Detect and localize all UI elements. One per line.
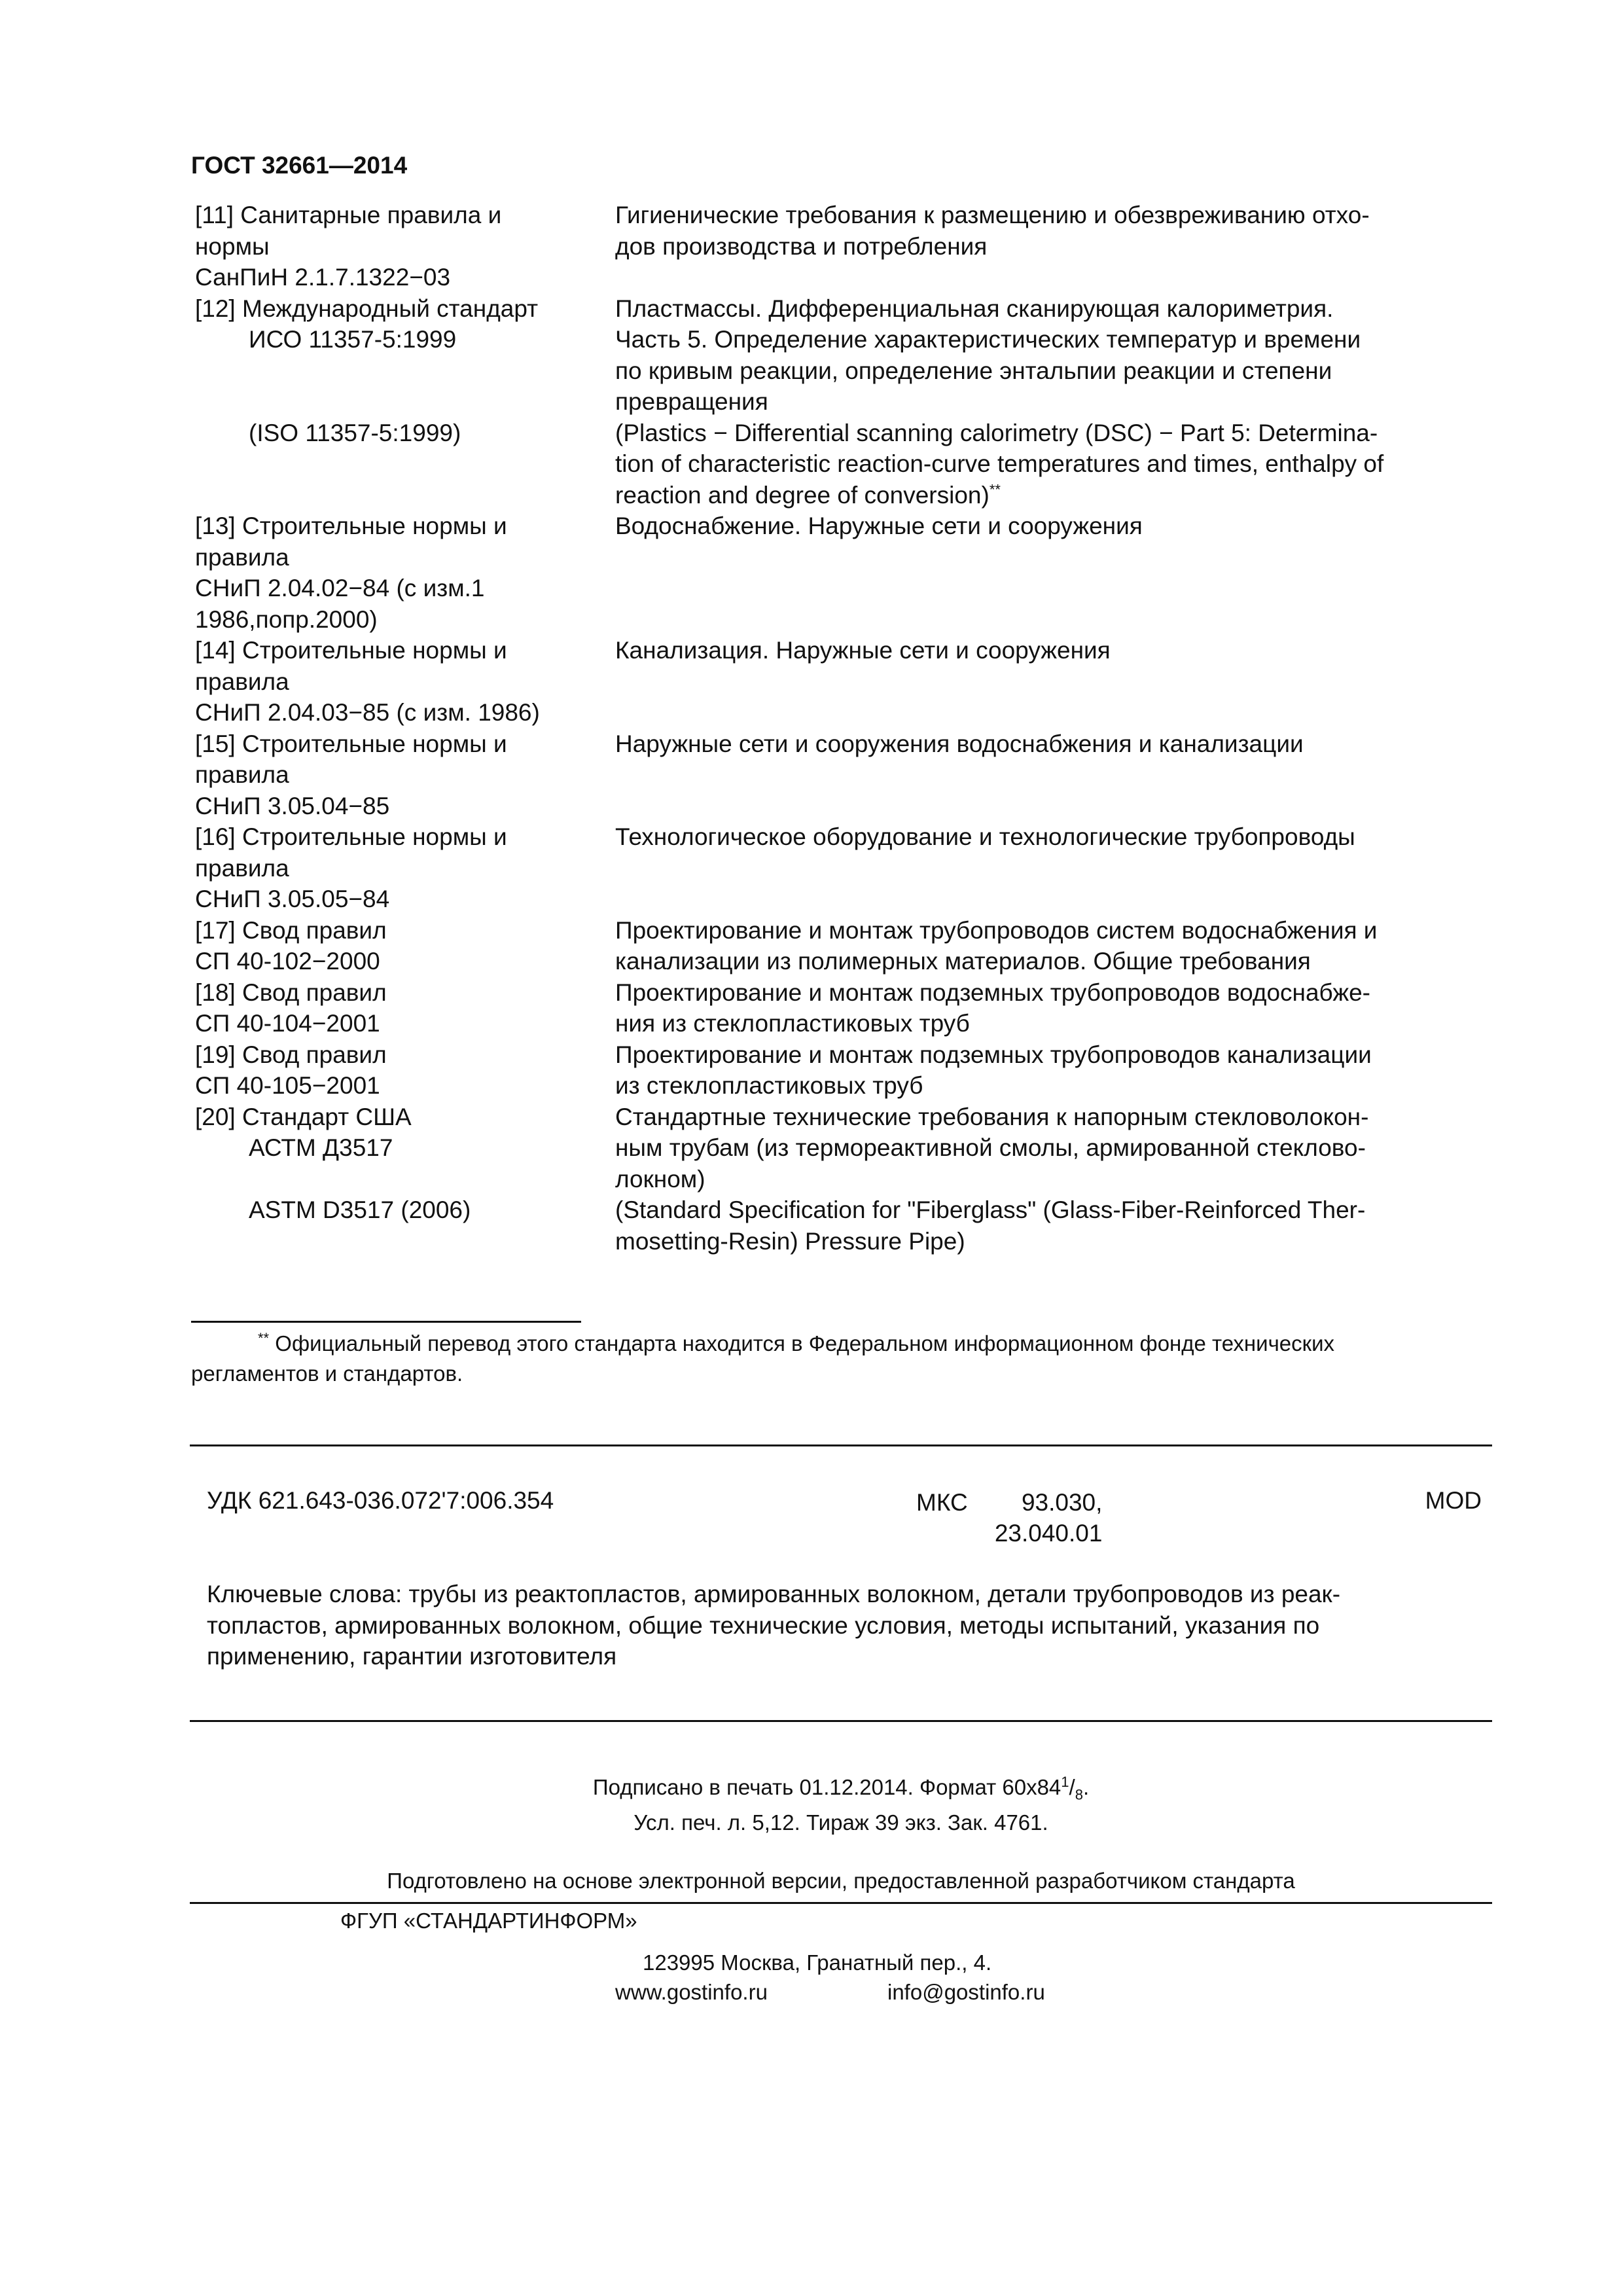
keywords-line: топластов, армированных волокном, общие технические условия, методы испытаний, указания по [207, 1611, 1320, 1639]
source-line: [20] Стандарт США [195, 1103, 412, 1130]
source-line: (ISO 11357-5:1999) [249, 419, 461, 446]
source-line [195, 355, 609, 387]
source-line: [13] Строительные нормы и [195, 512, 507, 539]
source-line [195, 1164, 609, 1195]
title-line: Часть 5. Определение характеристических температур и времени [615, 326, 1361, 353]
title-line: Водоснабжение. Наружные сети и сооружения [615, 512, 1143, 539]
title-line: tion of characteristic reaction-curve temperatures and times, enthalpy of [615, 450, 1384, 477]
title-line: Проектирование и монтаж подземных трубопроводов водоснабже- [615, 978, 1370, 1006]
source-line: правила [195, 761, 289, 788]
mks-code [916, 1487, 1102, 1549]
bib-entry-source [195, 635, 615, 728]
title-line: ным трубам (из термореактивной смолы, армированной стеклово- [615, 1134, 1366, 1161]
source-line: ИСО 11357-5:1999 [249, 326, 457, 353]
source-line: СП 40-102−2000 [195, 948, 380, 975]
source-line: [14] Строительные нормы и [195, 637, 507, 664]
source-line [195, 386, 609, 418]
format-slash: / [1069, 1775, 1075, 1799]
bib-entry [195, 635, 1494, 728]
print-info: Усл. печ. л. 5,12. Тираж 39 экз. Зак. 4761. [633, 1810, 1048, 1835]
bib-entry-title [615, 728, 1494, 822]
bib-entry-title [615, 511, 1494, 635]
bib-entry-title [615, 293, 1494, 511]
keywords-line: применению, гарантии изготовителя [207, 1643, 617, 1670]
source-line: правила [195, 543, 289, 571]
mks-code1: 93.030, [1021, 1489, 1103, 1516]
bib-entry-source [195, 1039, 615, 1102]
prepared-note: Подготовлено на основе электронной версии, предоставленной разработчиком стандарта [387, 1869, 1295, 1893]
page-header: ГОСТ 32661—2014 [191, 152, 408, 179]
source-line: правила [195, 668, 289, 695]
bibliography [195, 200, 1494, 1257]
source-line: СанПиН 2.1.7.1322−03 [195, 264, 451, 291]
source-line: ASTM D3517 (2006) [249, 1196, 471, 1223]
footnote-text-line2: регламентов и стандартов. [191, 1361, 463, 1386]
title-line: mosetting-Resin) Pressure Pipe) [615, 1227, 965, 1255]
signed-end: . [1082, 1775, 1090, 1799]
bib-entry [195, 1039, 1494, 1102]
source-line: 1986,попр.2000) [195, 605, 378, 633]
footnote-rule [191, 1321, 581, 1323]
bib-entry-source [195, 977, 615, 1039]
bib-entry [195, 728, 1494, 822]
title-line: Проектирование и монтаж трубопроводов систем водоснабжения и [615, 916, 1378, 944]
keywords-line: Ключевые слова: трубы из реактопластов, армированных волокном, детали трубопроводов из реак- [207, 1581, 1341, 1607]
title-line: (Plastics − Differential scanning calorimetry (DSC) − Part 5: Determina- [615, 419, 1378, 446]
source-line: СНиП 3.05.04−85 [195, 792, 390, 819]
source-line: [17] Свод правил [195, 916, 387, 944]
source-line: [16] Строительные нормы и [195, 823, 507, 850]
address: 123995 Москва, Гранатный пер., 4. [643, 1950, 992, 1975]
footnote-mark: ** [258, 1330, 270, 1346]
bib-entry-source [195, 511, 615, 635]
publisher: ФГУП «СТАНДАРТИНФОРМ» [340, 1909, 637, 1933]
bib-entry [195, 1102, 1494, 1257]
udk-code: УДК 621.643-036.072'7:006.354 [207, 1487, 554, 1514]
bib-entry-title [615, 635, 1494, 728]
rule-bottom [190, 1720, 1492, 1722]
source-line: нормы [195, 232, 270, 260]
title-line: из стеклопластиковых труб [615, 1072, 923, 1099]
source-line: [15] Строительные нормы и [195, 730, 507, 757]
mks-code2: 23.040.01 [994, 1520, 1103, 1547]
title-line: Пластмассы. Дифференциальная сканирующая калориметрия. [615, 295, 1334, 322]
bib-entry-source [195, 915, 615, 977]
title-line: по кривым реакции, определение энтальпии реакции и степени [615, 357, 1332, 384]
email-link[interactable]: info@gostinfo.ru [887, 1980, 1045, 2004]
title-line: дов производства и потребления [615, 232, 988, 260]
bib-entry-title [615, 1102, 1494, 1257]
bib-entry-source [195, 1102, 615, 1257]
title-line: ния из стеклопластиковых труб [615, 1010, 970, 1037]
website-link[interactable]: www.gostinfo.ru [615, 1980, 768, 2004]
bib-entry [195, 977, 1494, 1039]
bib-entry-source [195, 293, 615, 511]
bib-entry [195, 821, 1494, 915]
mod-label: MOD [1425, 1487, 1482, 1514]
bib-entry-source [195, 200, 615, 293]
title-line: (Standard Specification for "Fiberglass" (Glass-Fiber-Reinforced Ther- [615, 1196, 1366, 1223]
source-line: СНиП 2.04.02−84 (с изм.1 [195, 575, 485, 601]
title-line: Гигиенические требования к размещению и обезвреживанию отхо- [615, 202, 1370, 228]
bib-entry [195, 511, 1494, 635]
source-line: правила [195, 854, 289, 882]
bib-entry-title [615, 915, 1494, 977]
source-line: СНиП 3.05.05−84 [195, 886, 390, 912]
signed-text: Подписано в печать 01.12.2014. Формат 60х84 [592, 1775, 1061, 1799]
keywords [207, 1579, 1491, 1672]
source-line: [12] Международный стандарт [195, 295, 539, 322]
source-line: [19] Свод правил [195, 1041, 387, 1068]
source-line: [18] Свод правил [195, 978, 387, 1006]
title-line: Стандартные технические требования к напорным стекловолокон- [615, 1103, 1369, 1130]
source-line: СП 40-105−2001 [195, 1072, 380, 1099]
title-line: Канализация. Наружные сети и сооружения [615, 637, 1111, 664]
bib-entry-title [615, 977, 1494, 1039]
bib-entry-source [195, 728, 615, 822]
footnote-ref: ** [989, 481, 1001, 498]
bib-entry [195, 200, 1494, 293]
title-line: локном) [615, 1165, 705, 1193]
title-line: Технологическое оборудование и технологические трубопроводы [615, 823, 1355, 850]
footnote [191, 1329, 1491, 1389]
bib-entry-title [615, 821, 1494, 915]
imprint-signed [190, 1774, 1492, 1837]
source-line: АСТМ Д3517 [249, 1134, 393, 1161]
source-line: СП 40-104−2001 [195, 1010, 380, 1037]
title-line: Проектирование и монтаж подземных трубопроводов канализации [615, 1041, 1372, 1068]
bib-entry-source [195, 821, 615, 915]
mks-label: МКС [916, 1489, 968, 1516]
rule-publisher [190, 1902, 1492, 1904]
bib-entry [195, 915, 1494, 977]
title-line: превращения [615, 388, 768, 415]
footnote-text-line1: Официальный перевод этого стандарта находится в Федеральном информационном фонде технических [275, 1331, 1335, 1355]
title-line: Наружные сети и сооружения водоснабжения и канализации [615, 730, 1304, 757]
source-line: СНиП 2.04.03−85 (с изм. 1986) [195, 699, 540, 726]
bib-entry-title [615, 1039, 1494, 1102]
bib-entry-title [615, 200, 1494, 293]
source-line: [11] Санитарные правила и [195, 202, 502, 228]
format-sup: 1 [1061, 1774, 1069, 1790]
format-sub: 8 [1075, 1786, 1083, 1803]
title-line: канализации из полимерных материалов. Общие требования [615, 948, 1311, 975]
title-line: reaction and degree of conversion) [615, 481, 990, 509]
bib-entry [195, 293, 1494, 511]
rule-top [190, 1444, 1492, 1446]
